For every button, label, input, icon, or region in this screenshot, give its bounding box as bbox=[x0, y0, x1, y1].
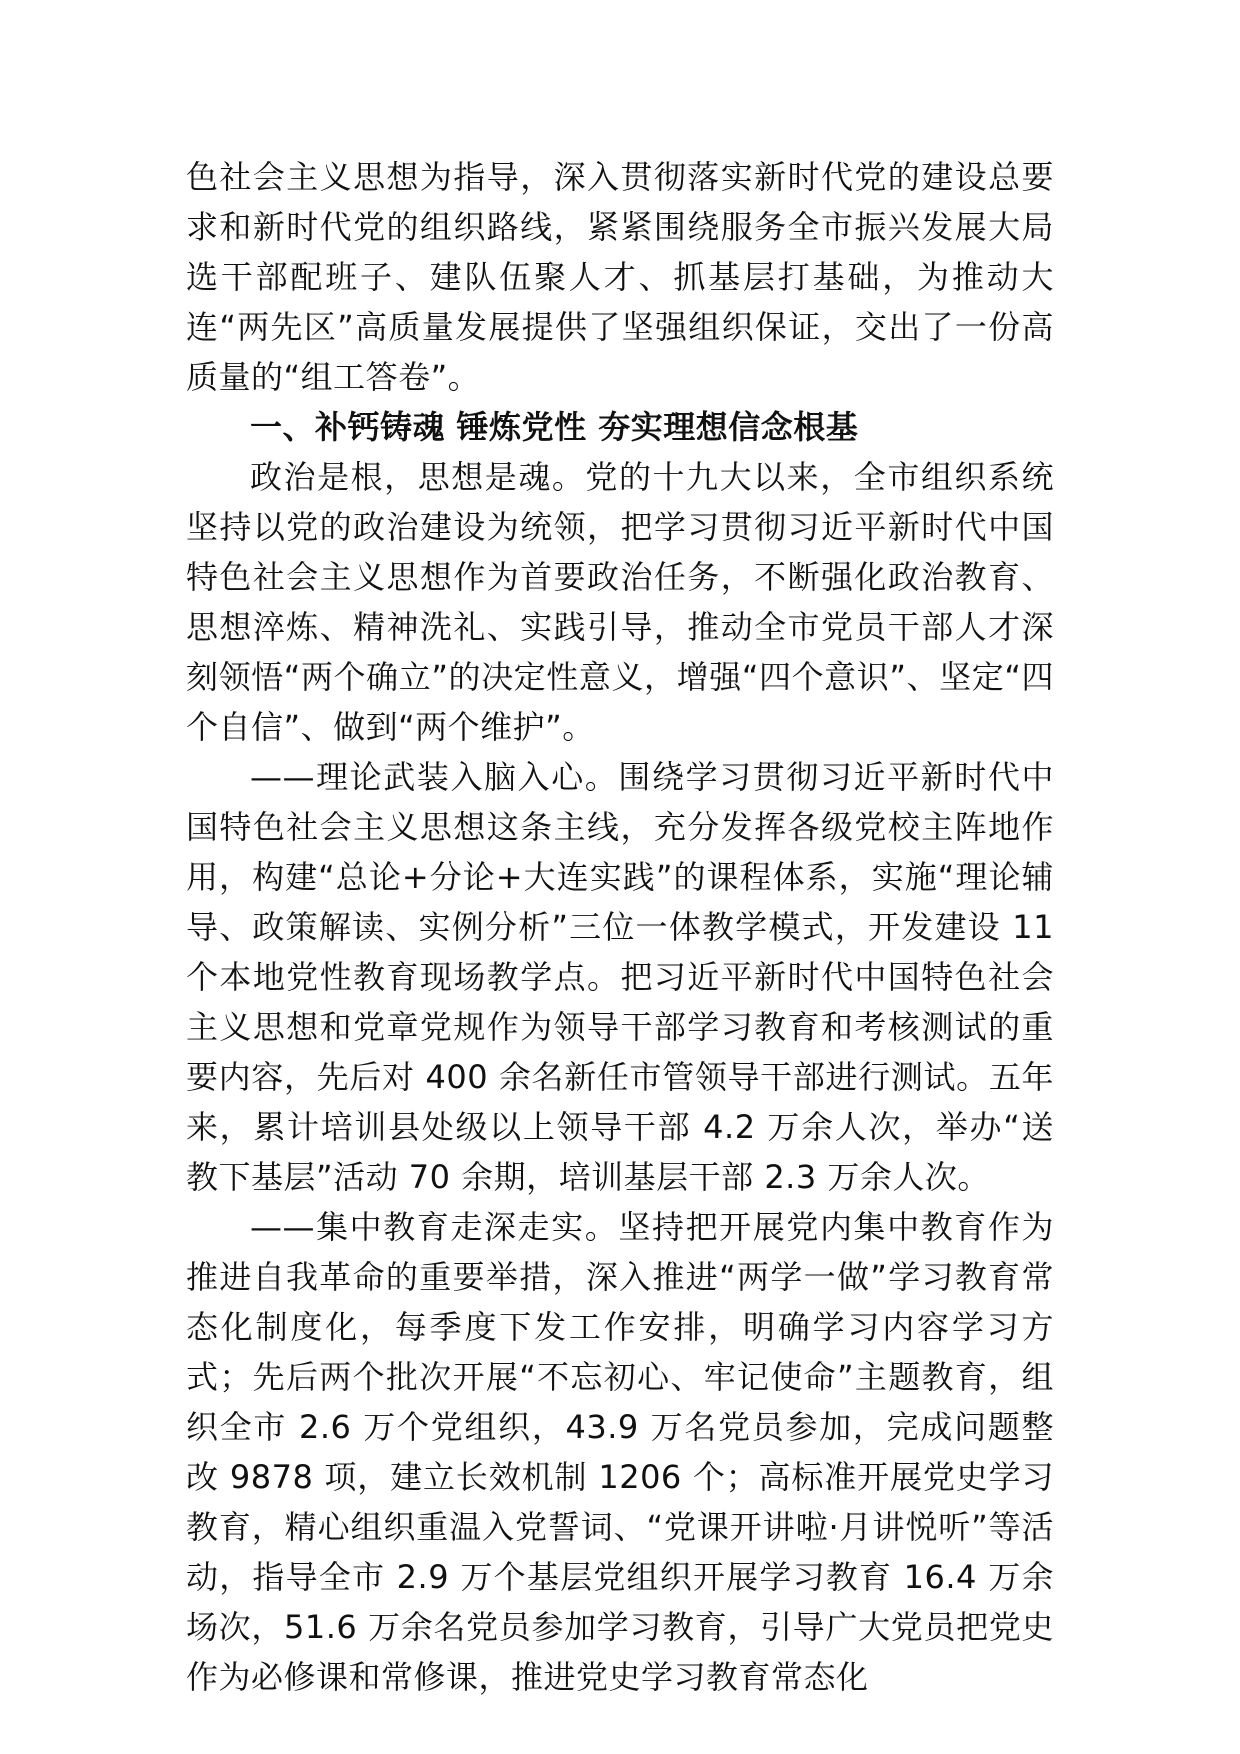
paragraph-centralized-education: ——集中教育走深走实。坚持把开展党内集中教育作为推进自我革命的重要举措，深入推进“两学一做”学习教育常态化制度化，每季度下发工作安排，明确学习内容学习方式；先后两个批次开展“不忘初心、牢记使命”主题教育，组织全市 2.6 万个党组织，43.9 万名党员参加，完成问题整改 9878 项，建立长效机制 1206 个；高标准开展党史学习教育，精心组织重温入党誓词、“党课开讲啦·月讲悦听”等活动，指导全市 2.9 万个基层党组织开展学习教育 16.4 万余场次，51.6 万余名党员参加学习教育，引导广大党员把党史作为必修课和常修课，推进党史学习教育常态化 bbox=[186, 1208, 1054, 1696]
paragraph-theory-education: ——理论武装入脑入心。围绕学习贯彻习近平新时代中国特色社会主义思想这条主线，充分发挥各级党校主阵地作用，构建“总论+分论+大连实践”的课程体系，实施“理论辅导、政策解读、实例分析”三位一体教学模式，开发建设 11 个本地党性教育现场教学点。把习近平新时代中国特色社会主义思想和党章党规作为领导干部学习教育和考核测试的重要内容，先后对 400 余名新任市管领导干部进行测试。五年来，累计培训县处级以上领导干部 4.2 万余人次，举办“送教下基层”活动 70 余期，培训基层干部 2.3 万余人次。 bbox=[186, 758, 1054, 1196]
section-heading-1: 一、补钙铸魂 锤炼党性 夯实理想信念根基 bbox=[250, 408, 859, 446]
document-body bbox=[186, 152, 1054, 1702]
paragraph-intro-continuation: 色社会主义思想为指导，深入贯彻落实新时代党的建设总要求和新时代党的组织路线，紧紧围绕服务全市振兴发展大局选干部配班子、建队伍聚人才、抓基层打基础，为推动大连“两先区”高质量发展提供了坚强组织保证，交出了一份高质量的“组工答卷”。 bbox=[186, 158, 1054, 396]
paragraph-political-foundation: 政治是根，思想是魂。党的十九大以来，全市组织系统坚持以党的政治建设为统领，把学习贯彻习近平新时代中国特色社会主义思想作为首要政治任务，不断强化政治教育、思想淬炼、精神洗礼、实践引导，推动全市党员干部人才深刻领悟“两个确立”的决定性意义，增强“四个意识”、坚定“四个自信”、做到“两个维护”。 bbox=[186, 458, 1054, 746]
